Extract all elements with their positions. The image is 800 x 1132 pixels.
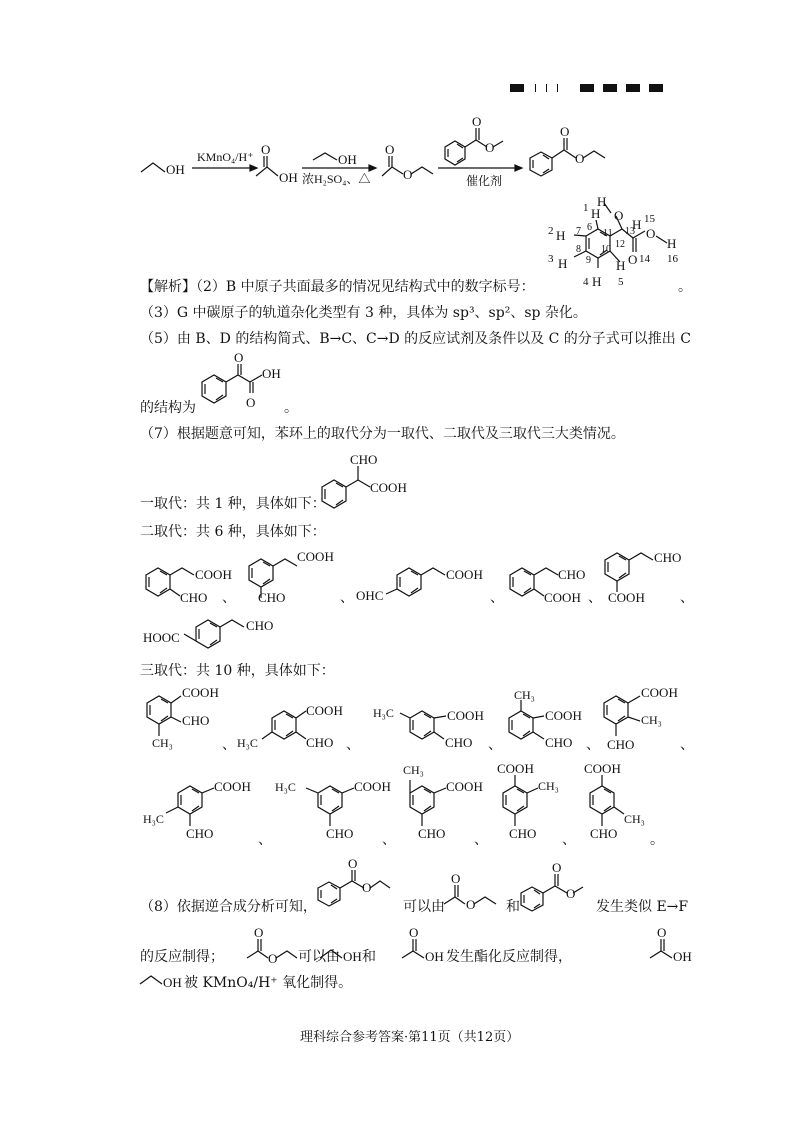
paragraph-7: （7）根据题意可知，苯环上的取代分为一取代、二取代及三取代三大类情况。 [140, 426, 625, 442]
c-o-bottom: O [246, 395, 256, 410]
mb-o: O [485, 140, 495, 155]
num-8: 8 [576, 244, 581, 255]
num-14: 14 [639, 253, 650, 265]
paragraph-8f: 可以由 [298, 949, 340, 965]
p8-etoh2-oh: OH [163, 975, 182, 990]
num-12: 12 [615, 239, 625, 250]
t4-cooh: COOH [545, 708, 582, 723]
mono-sub-label: 一取代：共 1 种，具体如下： [140, 496, 326, 512]
t10-cooh: COOH [584, 761, 621, 776]
sep-4: 、 [588, 590, 602, 606]
sep-2: 、 [340, 590, 354, 606]
atom-h13: H [632, 217, 642, 232]
atom-o14: O [628, 252, 638, 267]
sep-3: 、 [490, 590, 504, 606]
t5-ch3: CH₃ [641, 713, 662, 727]
reagent-kmno4: KMnO₄/H⁺ [197, 150, 254, 164]
t9-cho: CHO [509, 826, 537, 841]
sep-t4: 、 [586, 737, 600, 753]
atom-h3: H [558, 256, 568, 271]
tri-sub-label: 三取代：共 10 种，具体如下： [140, 663, 335, 679]
p8-ea-o-top: O [451, 871, 461, 886]
sep-t5: 、 [680, 737, 694, 753]
di1-cooh: COOH [195, 567, 232, 582]
t8-ch3: CH₃ [403, 763, 424, 777]
sep-t3: 、 [488, 737, 502, 753]
reagent-h2so4: 浓H₂SO₄、△ [302, 172, 371, 186]
t3-cho: CHO [445, 735, 473, 750]
c-o-top: O [234, 350, 244, 365]
paragraph-8c: 和 [506, 899, 520, 915]
num-9: 9 [586, 255, 591, 266]
t9-ch3: CH₃ [538, 779, 559, 793]
p8-acoh-o: O [409, 925, 419, 940]
num-16: 16 [667, 253, 678, 265]
catalyst-label: 催化剂 [466, 174, 503, 188]
num-13: 13 [625, 226, 635, 237]
num-1: 1 [583, 202, 589, 214]
paragraph-2: 【解析】（2）B 中原子共面最多的情况见结构式中的数字标号： [140, 279, 535, 295]
p8-eb-o: O [362, 880, 372, 895]
t7-h3c: H₃C [275, 780, 296, 794]
t5-cho: CHO [607, 737, 635, 752]
paragraph-5-end: 。 [284, 400, 298, 416]
paragraph-3: （3）G 中碳原子的轨道杂化类型有 3 种，具体为 sp³、sp²、sp 杂化。 [140, 305, 587, 321]
di2-cooh: COOH [297, 549, 334, 564]
eb-o-top: O [560, 124, 570, 139]
num-10: 10 [601, 244, 611, 255]
t9-cooh: COOH [497, 761, 534, 776]
sep-t8: 、 [474, 832, 488, 848]
di1-cho: CHO [180, 590, 208, 605]
mb-o-top: O [472, 114, 482, 129]
di6-hooc: HOOC [143, 630, 180, 645]
p8-mb-o: O [566, 886, 576, 901]
sep-t1: 、 [222, 737, 236, 753]
atom-o-ester: O [646, 226, 656, 241]
atom-h2: H [556, 228, 566, 243]
num-4: 4 [583, 276, 589, 288]
sep-t9: 、 [562, 832, 576, 848]
ethanol2-oh: OH [338, 152, 357, 167]
paragraph-8a: （8）依据逆合成分析可知， [140, 899, 317, 915]
di4-cho: CHO [558, 567, 586, 582]
t10-ch3: CH₃ [624, 812, 645, 826]
t2-cooh: COOH [306, 703, 343, 718]
paragraph-8b: 可以由 [403, 899, 445, 915]
atom-h1: H [591, 206, 601, 221]
sep-t10: 。 [650, 832, 664, 848]
t5-cooh: COOH [641, 685, 678, 700]
paragraph-8j: 被 KMnO₄/H⁺ 氧化制得。 [184, 975, 353, 991]
p8-etoh-oh: OH [343, 949, 362, 964]
mono-cho: CHO [350, 452, 378, 467]
di-sub-label: 二取代：共 6 种，具体如下： [140, 524, 326, 540]
num-7: 7 [576, 226, 581, 237]
t7-cooh: COOH [354, 779, 391, 794]
sep-1: 、 [222, 590, 236, 606]
paragraph-5b: 的结构为 [140, 400, 196, 416]
p8-acoh-oh: OH [425, 949, 444, 964]
p8-acoh2-oh: OH [673, 949, 692, 964]
num-6: 6 [587, 222, 592, 233]
t6-h3c: H₃C [143, 812, 164, 826]
p8-mb-o-top: O [552, 860, 562, 875]
t1-cooh: COOH [182, 685, 219, 700]
sep-t2: 、 [346, 737, 360, 753]
t1-ch3: CH₃ [152, 736, 173, 750]
paragraph-8e: 的反应制得； [140, 949, 224, 965]
t10-cho: CHO [590, 826, 618, 841]
num-2: 2 [548, 225, 554, 237]
di5-cooh: COOH [608, 590, 645, 605]
num-5: 5 [618, 276, 624, 288]
di6-cho: CHO [246, 618, 274, 633]
atom-h4: H [592, 274, 602, 289]
p8-eb-o-top: O [348, 856, 358, 871]
t2-cho: CHO [306, 735, 334, 750]
t8-cho: CHO [418, 826, 446, 841]
atom-h-top: H [597, 194, 607, 209]
acetic-oh: OH [279, 170, 298, 185]
sep-t6: 、 [258, 832, 272, 848]
p8-ea-o: O [466, 897, 476, 912]
di3-ohc: OHC [356, 588, 384, 603]
di2-cho: CHO [258, 590, 286, 605]
atom-h10: H [616, 258, 626, 273]
t6-cho: CHO [186, 826, 214, 841]
atom-o-top: O [614, 208, 624, 223]
c-oh: OH [262, 366, 281, 381]
atom-h16: H [667, 236, 677, 251]
di4-cooh: COOH [544, 590, 581, 605]
eb-o: O [575, 151, 585, 166]
p8-ea2-o: O [268, 951, 278, 966]
sep-t7: 、 [382, 832, 396, 848]
di3-cooh: COOH [446, 567, 483, 582]
num-15: 15 [644, 213, 655, 225]
paragraph-8h: 发生酯化反应制得， [446, 949, 572, 965]
paragraph-2-end: 。 [678, 279, 692, 295]
p8-ea2-o-top: O [254, 925, 264, 940]
t3-cooh: COOH [447, 708, 484, 723]
t4-ch3: CH₃ [514, 688, 535, 702]
page-footer: 理科综合参考答案·第11页（共12页） [300, 1030, 520, 1045]
t2-h3c: H₃C [237, 736, 258, 750]
paragraph-8g: 和 [362, 949, 376, 965]
ester-o: O [403, 167, 413, 182]
t6-cooh: COOH [214, 779, 251, 794]
mono-cooh: COOH [370, 480, 407, 495]
ester-o-top: O [385, 142, 395, 157]
di5-cho: CHO [654, 550, 682, 565]
acetic-o: O [261, 142, 271, 157]
t1-cho: CHO [182, 713, 210, 728]
num-3: 3 [548, 253, 554, 265]
t8-cooh: COOH [446, 779, 483, 794]
t7-cho: CHO [326, 826, 354, 841]
t3-h3c: H₃C [373, 706, 394, 720]
sep-5: 、 [680, 590, 694, 606]
p8-acoh2-o: O [657, 925, 667, 940]
t4-cho: CHO [545, 735, 573, 750]
paragraph-8d: 发生类似 E→F [596, 899, 689, 915]
ethanol-oh: OH [166, 162, 185, 177]
num-11: 11 [603, 228, 613, 239]
paragraph-5a: （5）由 B、D 的结构简式、B→C、C→D 的反应试剂及条件以及 C 的分子式可以推出 C [140, 331, 691, 347]
